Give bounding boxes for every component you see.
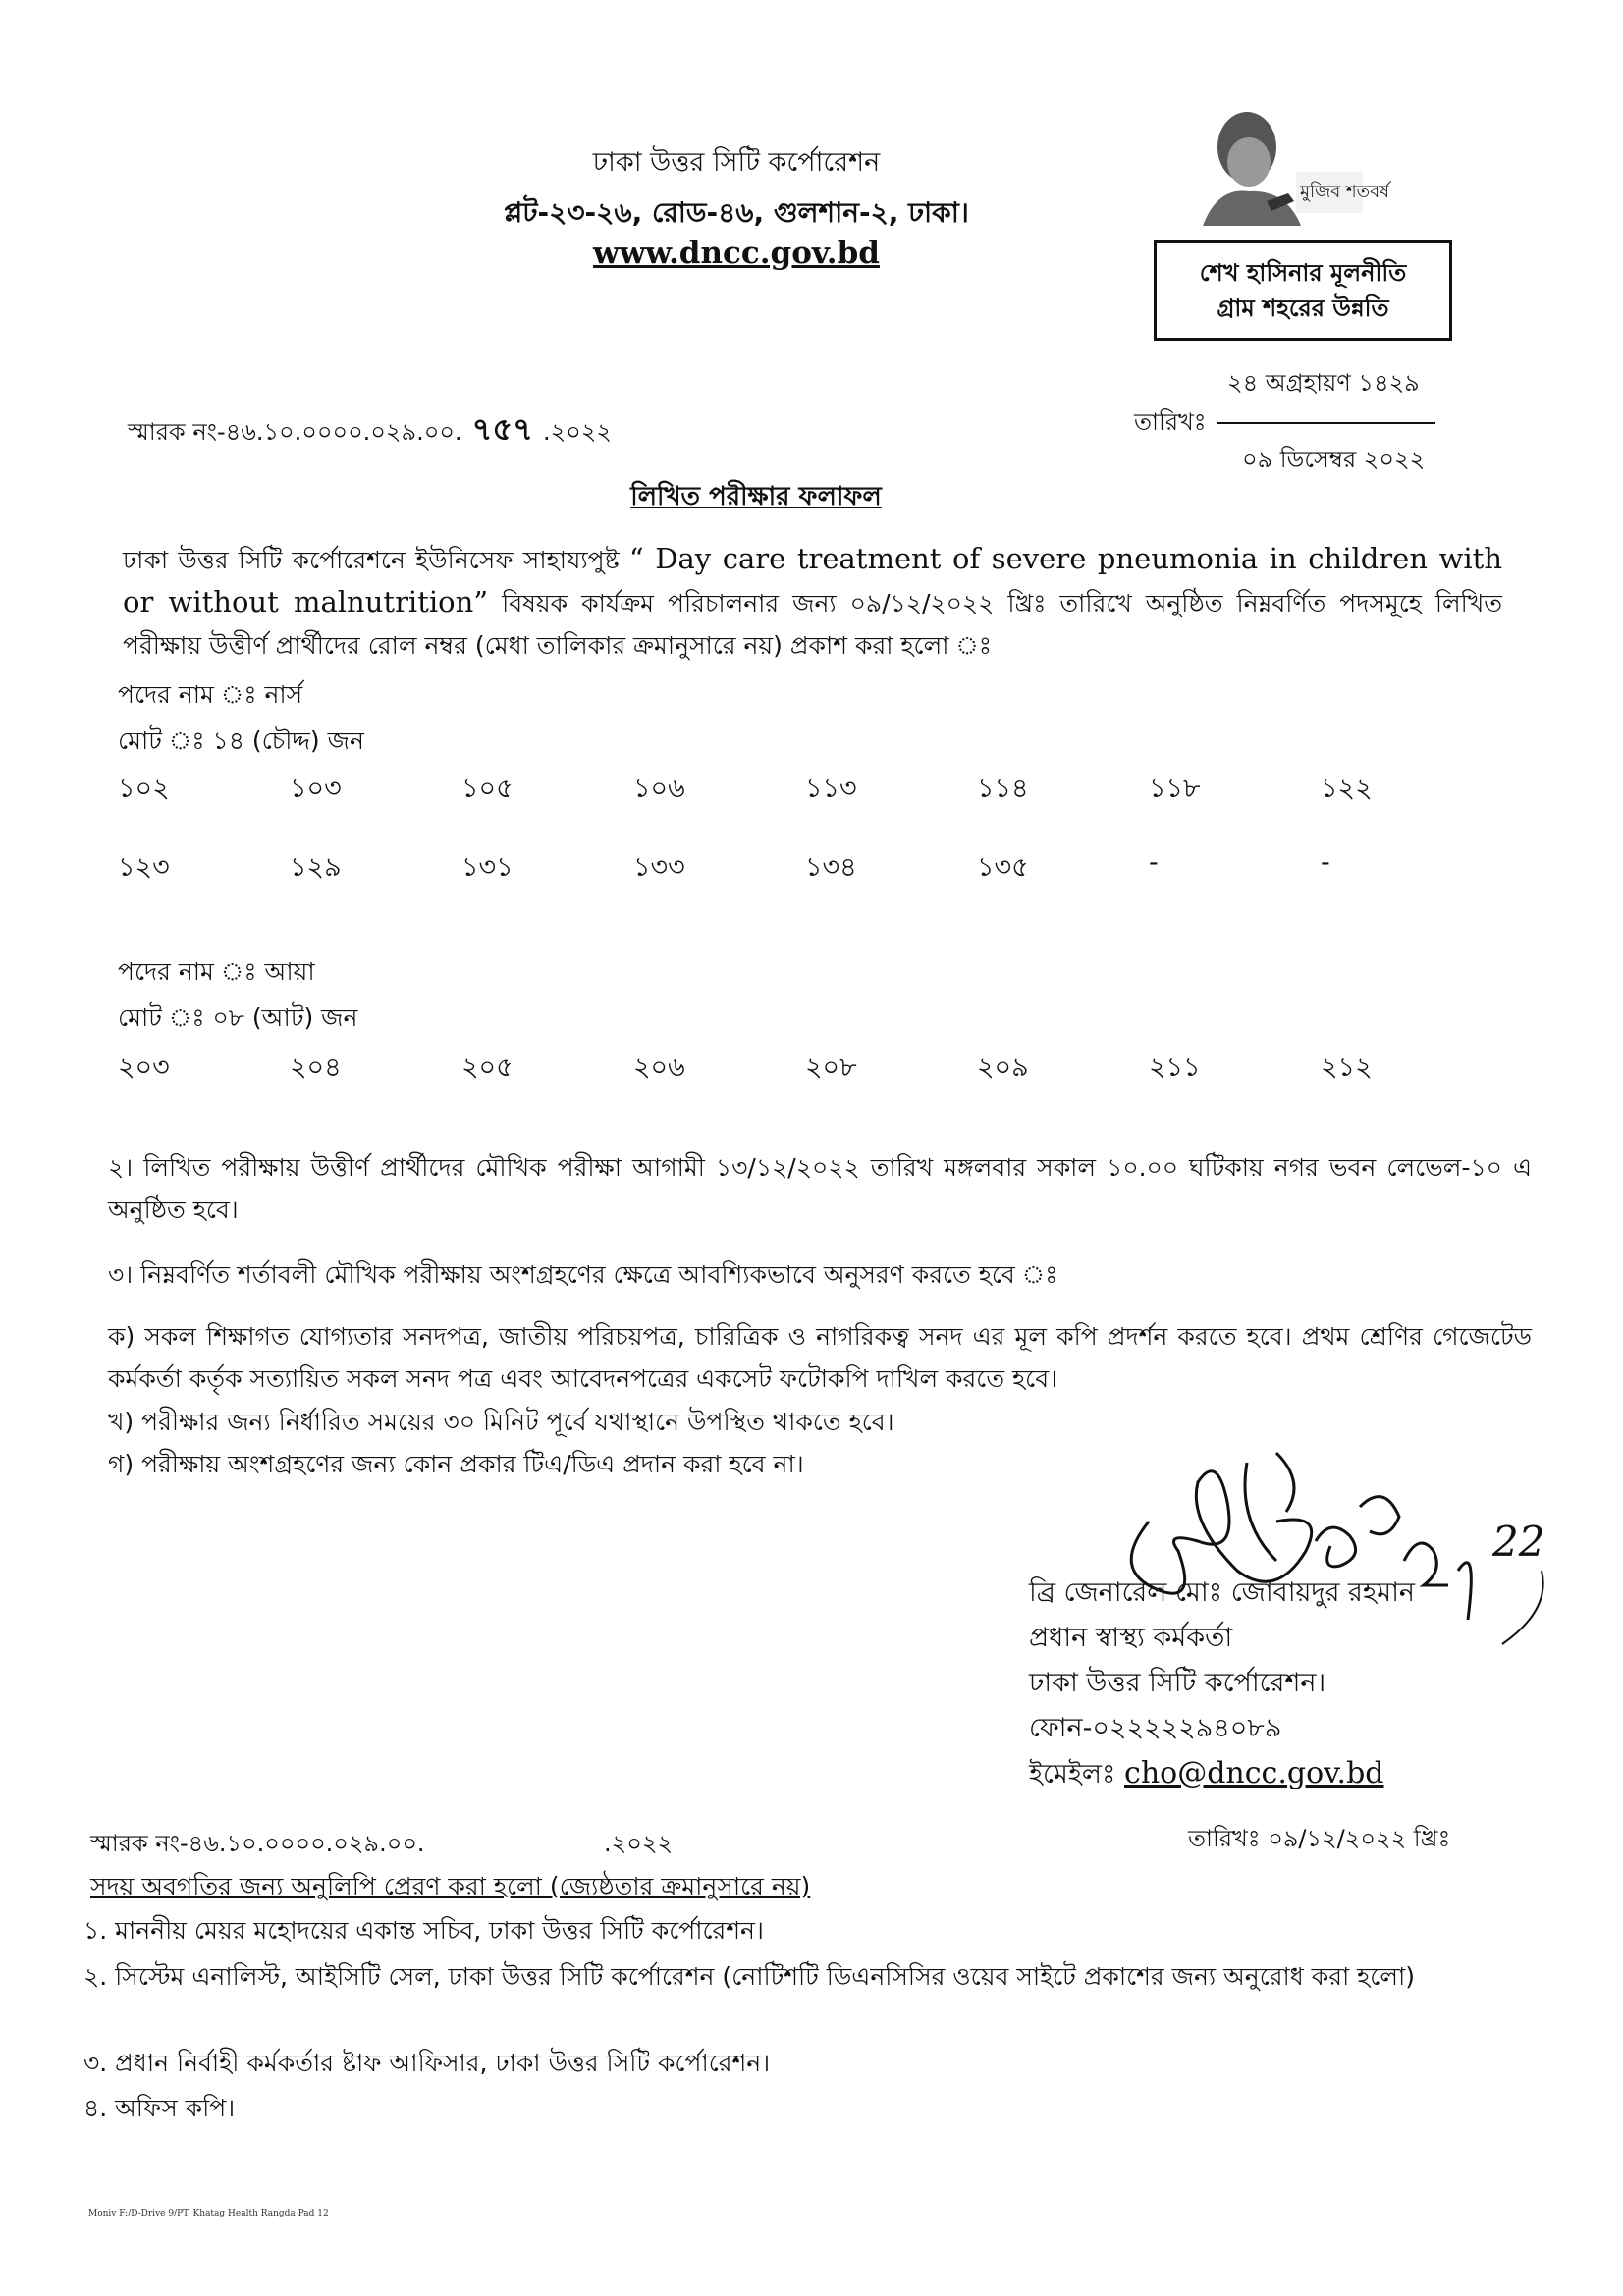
roll-number: ১২২	[1321, 774, 1373, 804]
page-title: লিখিত পরীক্ষার ফলাফল	[630, 482, 882, 511]
org-website[interactable]: www.dncc.gov.bd	[593, 236, 880, 271]
roll-number: ১৩১	[461, 852, 514, 882]
signatory-org: ঢাকা উত্তর সিটি কর্পোরেশন।	[1029, 1668, 1326, 1698]
copy-item-3: ৩. প্রধান নির্বাহী কর্মকর্তার ষ্টাফ আফিসার, ঢাকা উত্তর সিটি কর্পোরেশন।	[83, 2049, 771, 2077]
intro-part-2: বিষয়ক কার্যক্রম পরিচালনার জন্য ০৯/১২/২০২২ খ্রিঃ তারিখে অনুষ্ঠিত নিম্নবর্ণিত পদসমূহে লিখিত পরীক্ষায় উত্তীর্ণ প্রার্থীদের রোল নম্বর (মেধা তালিকার ক্রমানুসারে নয়) প্রকাশ করা হলো ঃ	[123, 589, 1502, 660]
roll-number: ১১৮	[1149, 774, 1201, 804]
date-bangla: ২৪ অগ্রহায়ণ ১৪২৯	[1227, 369, 1420, 397]
roll-number: ২১১	[1149, 1052, 1201, 1083]
condition-kha: খ) পরীক্ষার জন্য নির্ধারিত সময়ের ৩০ মিনিট পূর্বে যথাস্থানে উপস্থিত থাকতে হবে।	[108, 1408, 894, 1436]
roll-number: ২০৯	[977, 1052, 1029, 1083]
date-divider	[1217, 422, 1435, 424]
signatory-phone: ফোন-০২২২২২৯৪০৮৯	[1029, 1713, 1282, 1743]
roll-number: ১২৩	[118, 852, 170, 882]
intro-part-1: ঢাকা উত্তর সিটি কর্পোরেশনে ইউনিসেফ সাহায্যপুষ্ট	[123, 546, 620, 574]
post-1-roll-row-2	[118, 847, 1492, 891]
copy-heading: সদয় অবগতির জন্য অনুলিপি প্রেরণ করা হলো (জ্যেষ্ঠতার ক্রমানুসারে নয়)	[90, 1872, 811, 1900]
copy-ref: স্মারক নং-৪৬.১০.০০০০.০২৯.০০.	[90, 1830, 425, 1857]
memo-reference	[128, 404, 612, 457]
signatory-designation: প্রধান স্বাস্থ্য কর্মকর্তা	[1029, 1623, 1233, 1653]
memo-ref-year: .২০২২	[542, 418, 613, 446]
post-1-name: পদের নাম ঃ নার্স	[118, 680, 303, 709]
roll-number: ২০৩	[118, 1052, 170, 1083]
memo-ref-number: ৭৫৭	[471, 410, 533, 448]
condition-ka: ক) সকল শিক্ষাগত যোগ্যতার সনদপত্র, জাতীয় পরিচয়পত্র, চারিত্রিক ও নাগরিকত্ব সনদ এর মূল কপি প্রদর্শন করতে হবে। প্রথম শ্রেণির গেজেটেড কর্মকর্তা কর্তৃক সত্যায়িত সকল সনদ পত্র এবং আবেদনপত্রের একসেট ফটোকপি দাখিল করতে হবে।	[108, 1322, 1532, 1393]
signature-date-mark: 22	[1492, 1518, 1545, 1566]
signatory-email-line	[1029, 1751, 1415, 1797]
roll-number: ২০৪	[290, 1052, 342, 1083]
intro-paragraph	[123, 538, 1502, 667]
email-label: ইমেইলঃ	[1029, 1759, 1116, 1789]
copy-ref-year: .২০২২	[604, 1830, 674, 1857]
signatory-name: ব্রি জেনারেল মোঃ জোবায়দুর রহমান	[1029, 1577, 1416, 1608]
condition-ga: গ) পরীক্ষায় অংশগ্রহণের জন্য কোন প্রকার টিএ/ডিএ প্রদান করা হবে না।	[108, 1450, 804, 1478]
slogan-line-2: গ্রাম শহরের উন্নতি	[1217, 294, 1389, 322]
roll-number: ১০২	[118, 774, 170, 804]
roll-number: ১১৪	[977, 774, 1029, 804]
memo-ref-prefix: স্মারক নং-৪৬.১০.০০০০.০২৯.০০.	[128, 418, 462, 446]
date-label: তারিখঃ	[1134, 408, 1207, 436]
logo-text: মুজিব শতবর্ষ	[1300, 182, 1390, 202]
date-gregorian: ০৯ ডিসেম্বর ২০২২	[1242, 446, 1426, 473]
roll-number: -	[1321, 847, 1330, 878]
point-3: ৩। নিম্নবর্ণিত শর্তাবলী মৌখিক পরীক্ষায় অংশগ্রহণের ক্ষেত্রে আবশ্যিকভাবে অনুসরণ করতে হবে ঃ	[108, 1260, 1058, 1289]
intro-english-title: “ Day care treatment of severe pneumonia in children with or without malnutrition”	[123, 542, 1502, 618]
copy-item-4: ৪. অফিস কপি।	[83, 2094, 236, 2122]
post-2-name: পদের নাম ঃ আয়া	[118, 957, 315, 986]
org-name: ঢাকা উত্তর সিটি কর্পোরেশন	[592, 147, 881, 178]
roll-number: ১০৫	[461, 774, 514, 804]
roll-number: ২০৮	[805, 1052, 857, 1083]
slogan-box	[1154, 240, 1452, 341]
org-address: প্লট-২৩-২৬, রোড-৪৬, গুলশান-২, ঢাকা।	[504, 196, 969, 229]
roll-number: -	[1149, 847, 1159, 878]
roll-number: ১৩৫	[977, 852, 1029, 882]
post-1-total: মোট ঃ ১৪ (চৌদ্দ) জন	[118, 726, 364, 755]
roll-number: ১০৩	[290, 774, 342, 804]
post-2-total: মোট ঃ ০৮ (আট) জন	[118, 1003, 358, 1032]
roll-number: ১৩৪	[805, 852, 857, 882]
roll-number: ২১২	[1321, 1052, 1373, 1083]
copy-item-2: ২. সিস্টেম এনালিস্ট, আইসিটি সেল, ঢাকা উত্তর সিটি কর্পোরেশন (নোটিশটি ডিএনসিসির ওয়েব সাইটে প্রকাশের জন্য অনুরোধ করা হলো)	[83, 1962, 1415, 1991]
email-link[interactable]: cho@dncc.gov.bd	[1124, 1756, 1384, 1790]
signature-block	[1029, 1571, 1415, 1797]
roll-number: ১৩৩	[633, 852, 685, 882]
roll-number: ১২৯	[290, 852, 342, 882]
mujib-centenary-logo	[1178, 103, 1390, 226]
roll-number: ২০৫	[461, 1052, 514, 1083]
post-2-roll-row-1	[118, 1047, 1492, 1092]
slogan-line-1: শেখ হাসিনার মূলনীতি	[1199, 259, 1407, 287]
roll-number: ২০৬	[633, 1052, 685, 1083]
post-1-roll-row-1	[118, 769, 1492, 813]
point-2: ২। লিখিত পরীক্ষায় উত্তীর্ণ প্রার্থীদের মৌখিক পরীক্ষা আগামী ১৩/১২/২০২২ তারিখ মঙ্গলবার সকাল ১০.০০ ঘটিকায় নগর ভবন লেভেল-১০ এ অনুষ্ঠিত হবে।	[108, 1153, 1532, 1224]
copy-item-1: ১. মাননীয় মেয়র মহোদয়ের একান্ত সচিব, ঢাকা উত্তর সিটি কর্পোরেশন।	[83, 1916, 764, 1945]
roll-number: ১০৬	[633, 774, 685, 804]
footer-file-path: Moniv F:/D-Drive 9/PT, Khatag Health Rangda Pad 12	[88, 2209, 329, 2218]
roll-number: ১১৩	[805, 774, 857, 804]
copy-date: তারিখঃ ০৯/১২/২০২২ খ্রিঃ	[1188, 1825, 1451, 1852]
